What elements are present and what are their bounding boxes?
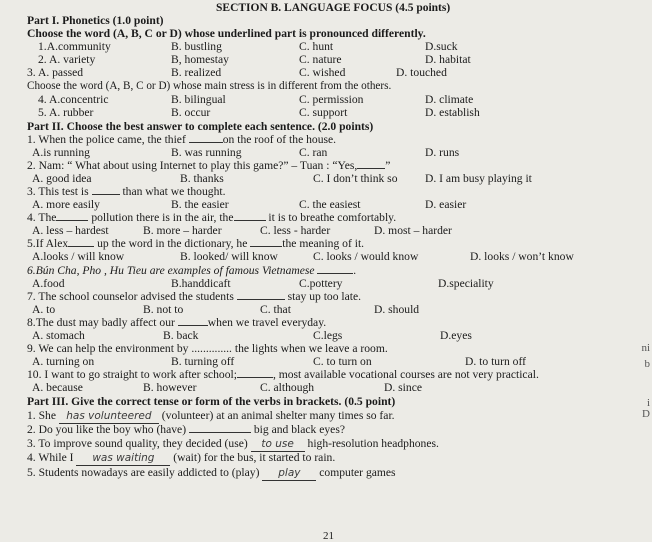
option-c: C.pottery <box>299 277 343 290</box>
option-b: B. however <box>143 381 197 394</box>
part1-instruction2: Choose the word (A, B, C or D) whose main stress is in different from the others. <box>27 80 392 92</box>
option-a: 1.A.community <box>38 40 111 53</box>
option-a: A. to <box>32 303 56 316</box>
option-b: B. thanks <box>180 172 224 185</box>
option-d: D. easier <box>425 198 467 211</box>
option-d: D. climate <box>425 93 474 106</box>
option-d: D. establish <box>425 106 480 119</box>
option-a: 3. A. passed <box>27 66 84 79</box>
option-a: A. because <box>32 381 83 394</box>
page-number: 21 <box>323 530 334 542</box>
option-c: C. ran <box>299 146 328 159</box>
option-d: D. looks / won’t know <box>470 250 574 263</box>
option-c: C. hunt <box>299 40 334 53</box>
question-stem: 10. I want to go straight to work after school; , most available vocational courses are not very practical. <box>27 368 539 381</box>
edge-mark: ni <box>641 342 650 354</box>
option-c: C. to turn on <box>313 355 372 368</box>
option-b: B. occur <box>171 106 211 119</box>
p3-q1: 1. She has volunteered (volunteer) at an animal shelter many times so far. <box>27 409 395 422</box>
handwritten-answer: to use <box>251 438 305 452</box>
part3-title: Part III. Give the correct tense or form of the verbs in brackets. (0.5 point) <box>27 395 396 408</box>
answer-blank <box>317 273 353 274</box>
option-b: B. bilingual <box>171 93 226 106</box>
edge-mark: i <box>646 397 650 409</box>
question-stem: 1. When the police came, the thief on the roof of the house. <box>27 133 337 146</box>
section-title: SECTION B. LANGUAGE FOCUS (4.5 points) <box>216 2 451 14</box>
option-a: A.is running <box>32 146 90 159</box>
option-c: C. looks / would know <box>313 250 419 263</box>
option-a: A. more easily <box>32 198 100 211</box>
question-stem: 7. The school counselor advised the students stay up too late. <box>27 290 362 303</box>
question-stem: 4. The pollution there is in the air, the it is to breathe comfortably. <box>27 211 397 224</box>
option-c: C. that <box>260 303 291 316</box>
option-a: A. good idea <box>32 172 92 185</box>
handwritten-answer: has volunteered <box>59 410 159 424</box>
option-c: C.legs <box>313 329 343 342</box>
part1-title: Part I. Phonetics (1.0 point) <box>27 14 164 27</box>
option-d: D. I am busy playing it <box>425 172 532 185</box>
option-d: D. touched <box>396 66 447 79</box>
option-a: 5. A. rubber <box>38 106 94 119</box>
option-d: D. since <box>384 381 422 394</box>
answer-blank <box>234 220 266 221</box>
answer-blank <box>92 194 120 195</box>
answer-blank <box>189 432 251 433</box>
question-stem: 3. This test is than what we thought. <box>27 185 226 198</box>
option-b: B. not to <box>143 303 184 316</box>
option-c: C. although <box>260 381 315 394</box>
option-a: A. less – hardest <box>32 224 109 237</box>
answer-blank-dots: .............. <box>191 342 232 355</box>
option-b: B. back <box>163 329 199 342</box>
option-b: B. bustling <box>171 40 222 53</box>
option-a: A. turning on <box>32 355 95 368</box>
option-a: 4. A.concentric <box>38 93 109 106</box>
part2-title: Part II. Choose the best answer to complete each sentence. (2.0 points) <box>27 120 374 133</box>
option-a: A. stomach <box>32 329 85 342</box>
option-a: A.food <box>32 277 65 290</box>
option-b: B.handdicaft <box>171 277 231 290</box>
option-d: D. to turn off <box>465 355 526 368</box>
question-stem: 8.The dust may badly affect our when we travel everyday. <box>27 316 327 329</box>
option-b: B. realized <box>171 66 222 79</box>
part1-instruction1: Choose the word (A, B, C or D) whose underlined part is pronounced differently. <box>27 27 426 40</box>
question-stem: 5.If Alex up the word in the dictionary, he the meaning of it. <box>27 237 365 250</box>
option-d: D.eyes <box>440 329 472 342</box>
option-d: D.speciality <box>438 277 494 290</box>
option-d: D. habitat <box>425 53 471 66</box>
answer-blank <box>56 220 88 221</box>
answer-blank <box>237 377 273 378</box>
option-c: C. wished <box>299 66 346 79</box>
question-stem: 2. Nam: “ What about using Internet to play this game?” – Tuan : “Yes, ” <box>27 159 391 172</box>
answer-blank <box>178 325 208 326</box>
option-a: A.looks / will know <box>32 250 125 263</box>
option-b: B. the easier <box>171 198 229 211</box>
option-b: B. more – harder <box>143 224 222 237</box>
p3-q4: 4. While I was waiting (wait) for the bus, it started to rain. <box>27 451 336 464</box>
answer-blank <box>237 299 285 300</box>
option-b: B. turning off <box>171 355 235 368</box>
edge-mark: D <box>642 408 650 420</box>
p3-q2: 2. Do you like the boy who (have) big and black eyes? <box>27 423 345 436</box>
option-c: C. permission <box>299 93 364 106</box>
answer-blank <box>68 246 94 247</box>
question-stem: 6.Bún Cha, Pho , Hu Tieu are examples of famous Vietnamese . <box>27 264 357 277</box>
edge-mark: b <box>644 358 650 370</box>
option-d: D. should <box>374 303 420 316</box>
answer-blank <box>189 142 223 143</box>
answer-blank <box>250 246 282 247</box>
option-c: C. the easiest <box>299 198 361 211</box>
option-c: C. less - harder <box>260 224 331 237</box>
option-d: D. runs <box>425 146 460 159</box>
option-b: B. was running <box>171 146 242 159</box>
option-d: D.suck <box>425 40 458 53</box>
p3-q3: 3. To improve sound quality, they decided (use) to use high-resolution headphones. <box>27 437 439 450</box>
handwritten-answer: was waiting <box>76 452 170 466</box>
option-d: D. most – harder <box>374 224 452 237</box>
option-b: B. looked/ will know <box>180 250 278 263</box>
question-stem: 9. We can help the environment by .............. the lights when we leave a room. <box>27 342 388 355</box>
option-a: 2. A. variety <box>38 53 96 66</box>
option-c: C. support <box>299 106 348 119</box>
option-b: B, homestay <box>171 53 229 66</box>
option-c: C. nature <box>299 53 342 66</box>
option-c: C. I don’t think so <box>313 172 398 185</box>
handwritten-answer: play <box>262 467 316 481</box>
p3-q5: 5. Students nowadays are easily addicted to (play) play computer games <box>27 466 396 479</box>
answer-blank <box>357 168 385 169</box>
